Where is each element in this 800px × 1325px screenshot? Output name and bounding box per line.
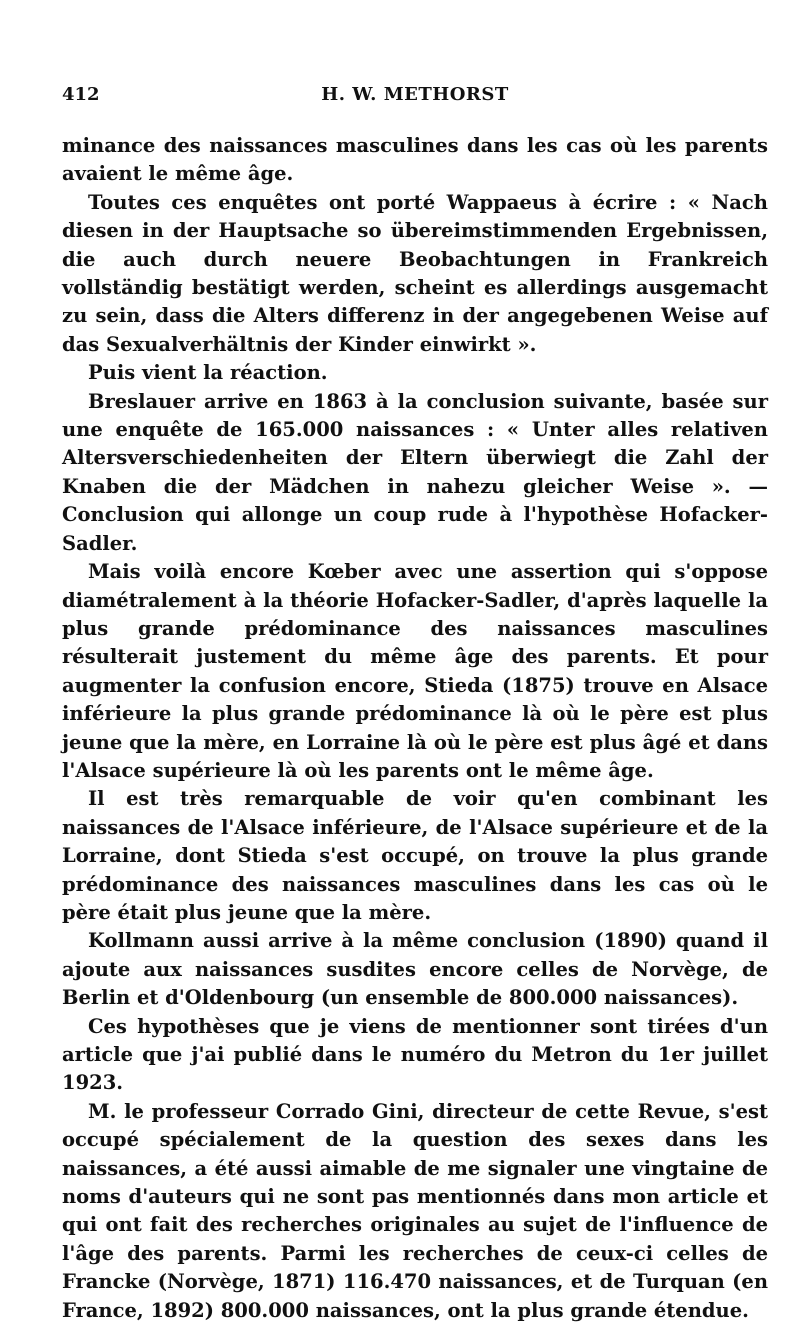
page-number: 412 [62,84,100,105]
paragraph-7: Kollmann aussi arrive à la même conclusion (1890) quand il ajoute aux naissances susdites encore celles de Norvège, de Berlin et d'Oldenbourg (un ensemble de 800.000 naissances). [62,929,768,1010]
paragraph-1: minance des naissances masculines dans les cas où les parents avaient le même âge. [62,134,768,186]
body-text [62,132,768,1325]
book-page [62,84,768,1325]
paragraph-5: Mais voilà encore Kœber avec une assertion qui s'oppose diamétralement à la théorie Hofacker-Sadler, d'après laquelle la plus grande prédominance des naissances masculines résulterait justement du même âge des parents. Et pour augmenter la confusion encore, Stieda (1875) trouve en Alsace inférieure la plus grande prédominance là où le père est plus jeune que la mère, en Lorraine là où le père est plus âgé et dans l'Alsace supérieure là où les parents ont le même âge. [62,560,768,782]
paragraph-3: Puis vient la réaction. [88,361,328,385]
paragraph-2: Toutes ces enquêtes ont porté Wappaeus à écrire : « Nach diesen in der Hauptsache so übereimstimmenden Ergebnissen, die auch durch neuere Beobachtungen in Frankreich vollständig bestätigt werden, scheint es allerdings ausgemacht zu sein, dass die Alters differenz in der angegebenen Weise auf das Sexualverhältnis der Kinder einwirkt ». [62,190,768,356]
paragraph-6: Il est très remarquable de voir qu'en combinant les naissances de l'Alsace inférieure, de l'Alsace supérieure et de la Lorraine, dont Stieda s'est occupé, on trouve la plus grande prédominance des naissances masculines dans les cas où le père était plus jeune que la mère. [62,787,768,924]
running-head [62,84,768,114]
paragraph-9: M. le professeur Corrado Gini, directeur de cette Revue, s'est occupé spécialement de la question des sexes dans les naissances, a été aussi aimable de me signaler une vingtaine de noms d'auteurs qui ne sont pas mentionnés dans mon article et qui ont fait des recherches originales au sujet de l'influence de l'âge des parents. Parmi les recherches de ceux-ci celles de Francke (Norvège, 1871) 116.470 naissances, et de Turquan (en France, 1892) 800.000 naissances, ont la plus grande étendue. [62,1099,768,1322]
paragraph-4: Breslauer arrive en 1863 à la conclusion suivante, basée sur une enquête de 165.000 naissances : « Unter alles relativen Altersverschiedenheiten der Eltern überwiegt die Zahl der Knaben die der Mädchen in nahezu gleicher Weise ». — Conclusion qui allonge un coup rude à l'hypothèse Hofacker-Sadler. [62,389,768,555]
running-title: H. W. METHORST [321,84,509,105]
paragraph-8: Ces hypothèses que je viens de mentionner sont tirées d'un article que j'ai publié dans le numéro du Metron du 1er juillet 1923. [62,1014,768,1095]
